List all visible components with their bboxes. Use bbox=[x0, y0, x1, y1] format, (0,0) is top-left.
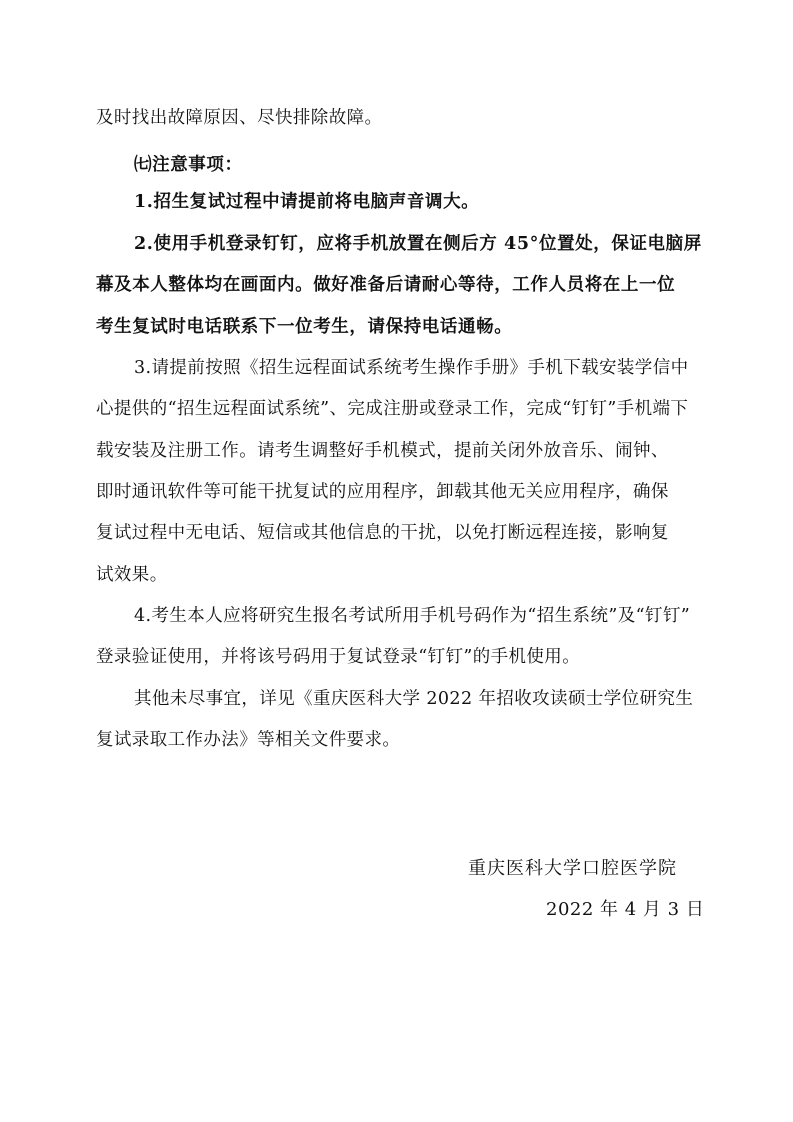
notice-item-3-line-6: 试效果。 bbox=[96, 565, 168, 585]
notice-item-3-line-2: 心提供的“招生远程面试系统”、完成注册或登录工作，完成“钉钉”手机端下 bbox=[96, 399, 689, 419]
signature-date: 2022 年 4 月 3 日 bbox=[546, 899, 705, 920]
notice-item-3-line-3: 载安装及注册工作。请考生调整好手机模式，提前关闭外放音乐、闹钟、 bbox=[96, 441, 669, 461]
notice-item-2-line-1: 2.使用手机登录钉钉，应将手机放置在侧后方 45°位置处，保证电脑屏 bbox=[134, 234, 702, 254]
notice-item-3-line-5: 复试过程中无电话、短信或其他信息的干扰，以免打断远程连接，影响复 bbox=[96, 523, 669, 543]
notice-item-4-line-1: 4.考生本人应将研究生报名考试所用手机号码作为“招生系统”及“钉钉” bbox=[134, 606, 691, 626]
notice-item-2-line-2: 幕及本人整体均在画面内。做好准备后请耐心等待，工作人员将在上一位 bbox=[96, 275, 676, 295]
closing-line-1: 其他未尽事宜，详见《重庆医科大学 2022 年招收攻读硕士学位研究生 bbox=[134, 689, 694, 709]
notice-item-2-line-3: 考生复试时电话联系下一位考生，请保持电话通畅。 bbox=[96, 317, 513, 337]
signature-organization: 重庆医科大学口腔医学院 bbox=[468, 858, 677, 879]
closing-line-2: 复试录取工作办法》等相关文件要求。 bbox=[96, 730, 401, 750]
notice-item-3-line-1: 3.请提前按照《招生远程面试系统考生操作手册》手机下载安装学信中 bbox=[134, 358, 689, 378]
notice-item-4-line-2: 登录验证使用，并将该号码用于复试登录“钉钉”的手机使用。 bbox=[96, 647, 581, 667]
paragraph-line: 及时找出故障原因、尽快排除故障。 bbox=[96, 108, 383, 128]
notice-item-3-line-4: 即时通讯软件等可能干扰复试的应用程序，卸载其他无关应用程序，确保 bbox=[96, 482, 669, 502]
section-heading: ㈦注意事项： bbox=[134, 155, 243, 175]
notice-item-1: 1.招生复试过程中请提前将电脑声音调大。 bbox=[134, 192, 480, 212]
